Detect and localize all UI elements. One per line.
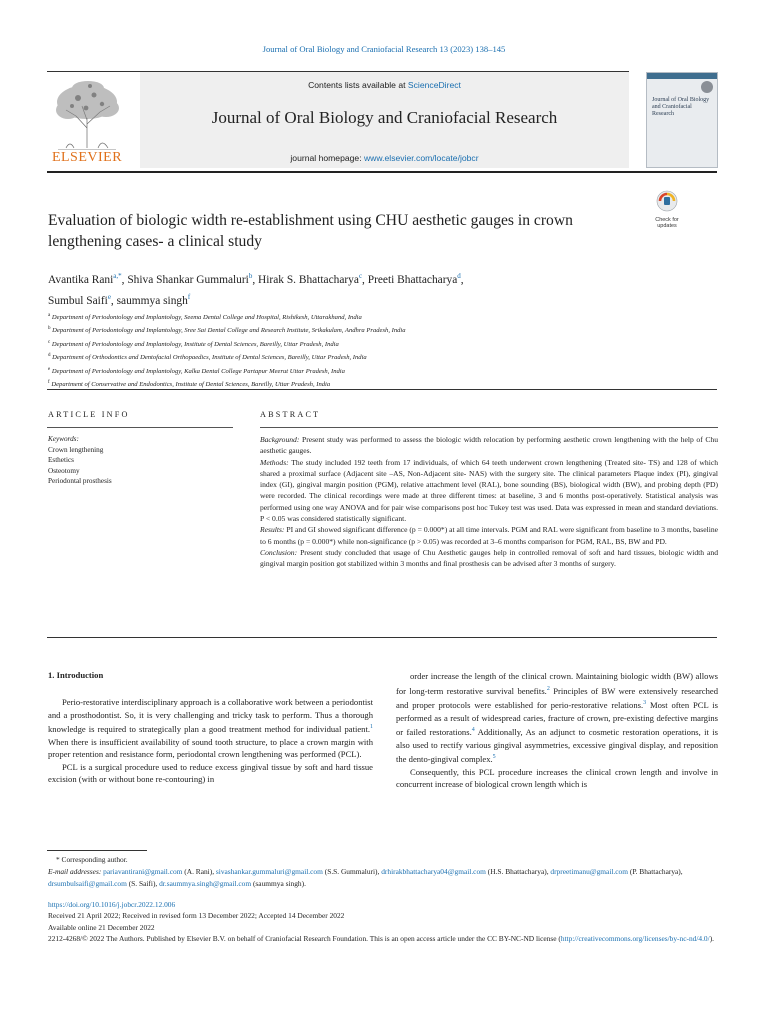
abstract-section-label: Conclusion: bbox=[260, 547, 298, 557]
abstract-section bbox=[260, 524, 718, 547]
email-label: E-mail addresses: bbox=[48, 866, 102, 876]
check-badge-line2: updates bbox=[657, 223, 677, 229]
running-head[interactable]: Journal of Oral Biology and Craniofacial Research 13 (2023) 138–145 bbox=[262, 44, 506, 54]
elsevier-tree-logo-icon bbox=[48, 80, 126, 150]
contents-prefix: Contents lists available at bbox=[308, 80, 408, 90]
available-online: Available online 21 December 2022 bbox=[48, 922, 155, 932]
cover-title: Journal of Oral Biology and Craniofacial Research bbox=[652, 97, 710, 117]
article-title: Evaluation of biologic width re-establishment using CHU aesthetic gauges in crown lengthening cases- a clinical study bbox=[48, 212, 573, 250]
article-info-heading: ARTICLE INFO bbox=[48, 410, 130, 419]
received-dates: Received 21 April 2022; Received in revised form 13 December 2022; Accepted 14 December 2022 bbox=[48, 911, 345, 921]
license-statement bbox=[48, 933, 718, 944]
author-name: Shiva Shankar Gummaluri bbox=[127, 273, 249, 286]
abstract-section bbox=[260, 434, 718, 457]
footnote-block bbox=[48, 854, 718, 889]
paragraph-text: PCL is a surgical procedure used to reduce excess gingival tissue by soft and hard tissue excision (with or without bone re-contouring) in bbox=[48, 761, 373, 785]
affiliation-item bbox=[48, 310, 718, 323]
abstract-section-text: Present study concluded that usage of Chu Aesthetic gauges help in controlled removal of soft and hard tissues, biologic width and gingival margin position got stabilized within 3 months and final prosthesis can be advised after 3 months of surgery. bbox=[260, 547, 718, 569]
contents-line bbox=[140, 80, 629, 90]
check-badge-line1: Check for bbox=[655, 217, 679, 223]
abstract-section-label: Results: bbox=[260, 525, 285, 535]
citation-link[interactable]: 1 bbox=[370, 724, 373, 731]
affiliation-marker: a bbox=[48, 313, 51, 318]
abstract-heading: ABSTRACT bbox=[260, 410, 321, 419]
email-owner: (P. Bhattacharya) bbox=[629, 866, 681, 876]
author-name: Avantika Rani bbox=[48, 273, 114, 286]
abstract-section-text: The study included 192 teeth from 17 individuals, of which 64 teeth underwent crown lengthening (Treated site- TS) and 128 of which shared a proximal surface (Adjacent site –AS, Non-Adjacent site- NAS) with the surgery site. The clinical parameters Plaque index (PI), gingival index (GI), gingival margin position (PGM), relative attachment level (RAL), bone sounding (BS), biological width (BW), and probing depth (PD) were recorded. The clinical recordings were made at three different times: at baseline, 3 and 6 months post-operatively. Statistical analysis was performed using one way ANOVA and for pair wise comparisons post hoc Tukey test was used. Data was expressed in mean and standard deviations. P < 0.05 was considered statistically significant. bbox=[260, 457, 718, 524]
abstract-section bbox=[260, 547, 718, 570]
author-affiliation-marker[interactable]: e bbox=[107, 292, 111, 301]
license-link[interactable]: http://creativecommons.org/licenses/by-nc-nd/4.0/ bbox=[560, 934, 710, 944]
citation-link[interactable]: 4 bbox=[471, 727, 475, 734]
affiliation-text: Department of Periodontology and Implantology, Kalka Dental College Partapur Meerut Uttar Pradesh, India bbox=[51, 368, 345, 376]
paragraph-text: Principles of BW were extensively researched and proper protocols were established for perio-restorative relations. bbox=[396, 685, 718, 710]
sciencedirect-link[interactable]: ScienceDirect bbox=[407, 80, 461, 90]
intro-paragraph bbox=[48, 696, 373, 761]
paragraph-text: Additionally, As an adjunct to cosmetic restoration operations, it is also used to rectify various gingival asymmetries, excessive gingival display, and reposition the dento-gingival complex. bbox=[396, 726, 718, 764]
keywords-label: Keywords: bbox=[48, 435, 79, 443]
corresponding-author-note: * Corresponding author. bbox=[56, 855, 128, 864]
intro-paragraph bbox=[396, 670, 718, 766]
affiliation-marker: f bbox=[48, 380, 50, 386]
author-name: Hirak S. Bhattacharya bbox=[258, 273, 359, 286]
doi-link[interactable]: https://doi.org/10.1016/j.jobcr.2022.12.006 bbox=[48, 900, 176, 909]
intro-paragraph bbox=[48, 761, 373, 786]
divider-rule bbox=[47, 637, 717, 638]
abstract-section-label: Background: bbox=[260, 435, 300, 444]
abstract-section-label: Methods: bbox=[260, 457, 289, 467]
citation-link[interactable]: 2 bbox=[546, 685, 550, 692]
introduction-heading: 1. Introduction bbox=[48, 670, 104, 680]
author-affiliation-marker[interactable]: b bbox=[248, 272, 253, 280]
license-text: 2212-4268/© 2022 The Authors. Published by Elsevier B.V. on behalf of Craniofacial Research Foundation. This is an open access article under the CC BY-NC-ND license ( bbox=[48, 934, 561, 944]
email-link[interactable]: sivashankar.gummaluri@gmail.com bbox=[215, 866, 323, 876]
affiliation-item bbox=[48, 323, 718, 336]
cover-band bbox=[647, 73, 717, 79]
header-bottom-rule bbox=[47, 171, 717, 173]
affiliation-text: Department of Orthodontics and Dentofacial Orthopaedics, Institute of Dental Sciences, Bareilly, Uttar Pradesh, India bbox=[52, 354, 367, 362]
affiliation-marker: d bbox=[48, 353, 51, 359]
footnote-rule bbox=[47, 850, 147, 851]
email-link[interactable]: pariavantirani@gmail.com bbox=[103, 866, 183, 876]
author-affiliation-marker[interactable]: c bbox=[358, 272, 363, 280]
abstract-body bbox=[260, 434, 718, 570]
author-affiliation-marker[interactable]: f bbox=[187, 292, 191, 301]
journal-homepage-link[interactable]: www.elsevier.com/locate/jobcr bbox=[363, 153, 479, 163]
check-for-updates-badge[interactable] bbox=[647, 190, 687, 228]
author-name: Sumbul Saifi bbox=[48, 294, 108, 307]
journal-cover-thumbnail bbox=[646, 72, 718, 168]
email-addresses: E-mail addresses: pariavantirani@gmail.com (A. Rani), sivashankar.gummaluri@gmail.com (S.S. Gummaluri), drhirakbhattacharya04@gmail.com (H.S. Bhattacharya), drpreetimanu@gmail.com (P. Bhattacharya), drsumbulsaifi@gmail.com (S. Saifi), dr.saummya.singh@gmail.com (saummya singh). bbox=[48, 866, 683, 888]
affiliation-item bbox=[48, 337, 718, 350]
email-link[interactable]: dr.saummya.singh@gmail.com bbox=[159, 878, 252, 888]
keyword-item: Osteotomy bbox=[48, 466, 80, 475]
keyword-item: Esthetics bbox=[48, 456, 74, 465]
affiliation-text: Department of Conservative and Endodontics, Institute of Dental Sciences, Bareilly, Uttar Pradesh, India bbox=[51, 381, 331, 389]
abstract-section-text: PI and GI showed significant difference (p = 0.000*) at all time intervals. PGM and RAL were significant from baseline to 3 months, baseline to 6 months (p = 0.000*) while non-significance (p > 0.05) was recorded at 3–6 months comparison for PGM, RAL, BS, BW and PD. bbox=[260, 525, 718, 546]
citation-link[interactable]: 5 bbox=[492, 754, 496, 761]
email-link[interactable]: drhirakbhattacharya04@gmail.com bbox=[381, 866, 486, 876]
affiliation-item bbox=[48, 364, 718, 377]
email-owner: (saummya singh). bbox=[252, 878, 306, 888]
abstract-rule bbox=[260, 427, 718, 428]
cover-seal-icon bbox=[701, 81, 713, 93]
divider-rule bbox=[47, 389, 717, 390]
intro-left-column bbox=[48, 696, 373, 786]
affiliation-text: Department of Periodontology and Implantology, Seema Dental College and Hospital, Rishikesh, Uttarakhand, India bbox=[51, 314, 362, 322]
keyword-item: Crown lengthening bbox=[48, 445, 104, 454]
intro-paragraph bbox=[396, 766, 718, 791]
email-owner: (A. Rani) bbox=[184, 866, 213, 876]
citation-link[interactable]: 3 bbox=[643, 700, 647, 707]
affiliation-text: Department of Periodontology and Implantology, Sree Sai Dental College and Research Institute, Srikakulam, Andhra Pradesh, India bbox=[52, 327, 406, 335]
check-for-updates-icon bbox=[647, 190, 687, 212]
author-name: saummya singh bbox=[116, 294, 188, 307]
email-link[interactable]: drpreetimanu@gmail.com bbox=[550, 866, 628, 876]
keyword-item: Periodontal prosthesis bbox=[48, 477, 112, 486]
article-info-rule bbox=[47, 427, 233, 428]
email-owner: (H.S. Bhattacharya) bbox=[487, 866, 547, 876]
abstract-section bbox=[260, 457, 718, 525]
paragraph-text: Consequently, this PCL procedure increases the clinical crown length and involve in concurrent increase of biological crown length which is bbox=[396, 766, 718, 790]
paragraph-text: Perio-restorative interdisciplinary approach is a collaborative work between a periodontist and a prosthodontist. So, it is very challenging and tricky task to perform. Thus a thorough knowledge is required to strategically plan a good treatment method for individual patient. bbox=[48, 697, 373, 735]
affiliation-text: Department of Periodontology and Implantology, Institute of Dental Sciences, Bareilly, Uttar Pradesh, India bbox=[51, 341, 339, 349]
intro-right-column bbox=[396, 670, 718, 791]
affiliation-marker: c bbox=[48, 339, 51, 345]
author-list: Avantika Rani$^{a,*}$, Shiva Shankar Gummaluri$^b$, Hirak S. Bhattacharya$^c$, Preeti Bhattacharya$^d$, Sumbul Saifi$^e$, saummya singh$^f$ bbox=[48, 272, 464, 307]
paragraph-text: Most often PCL is performed as a result of widespread caries, fracture of crown, pre-existing defective margins or failed restorations. bbox=[396, 699, 718, 737]
license-tail: ). bbox=[709, 934, 714, 944]
email-owner: (S. Saifi) bbox=[128, 878, 156, 888]
publication-info bbox=[48, 899, 718, 945]
affiliation-marker: e bbox=[48, 366, 51, 372]
homepage-line bbox=[140, 153, 629, 163]
abstract-section-text: Present study was performed to assess the biologic width relocation by performing aesthetic crown lengthening with the help of Chu aesthetic gauges. bbox=[260, 435, 718, 456]
email-owner: (S.S. Gummaluri) bbox=[324, 866, 378, 876]
author-affiliation-marker[interactable]: a,* bbox=[113, 272, 122, 280]
elsevier-wordmark: ELSEVIER bbox=[51, 150, 123, 165]
paragraph-text: When there is insufficient availability of sound tooth structure, to place a crown margin with proper retention and resistance form, periodontal crown lengthening was performed (PCL). bbox=[48, 736, 373, 760]
homepage-prefix: journal homepage: bbox=[290, 153, 364, 163]
keywords-list bbox=[48, 445, 234, 487]
author-name: Preeti Bhattacharya bbox=[367, 273, 458, 286]
keywords-block bbox=[48, 434, 234, 487]
affiliation-marker: b bbox=[48, 326, 51, 332]
email-link[interactable]: drsumbulsaifi@gmail.com bbox=[48, 878, 127, 888]
paragraph-text: order increase the length of the clinical crown. Maintaining biologic width (BW) allows for long-term restorative survival benefits. bbox=[396, 671, 718, 696]
journal-title: Journal of Oral Biology and Craniofacial Research bbox=[211, 108, 558, 127]
author-affiliation-marker[interactable]: d bbox=[457, 272, 461, 280]
affiliation-item bbox=[48, 350, 718, 363]
affiliation-list bbox=[48, 310, 718, 391]
